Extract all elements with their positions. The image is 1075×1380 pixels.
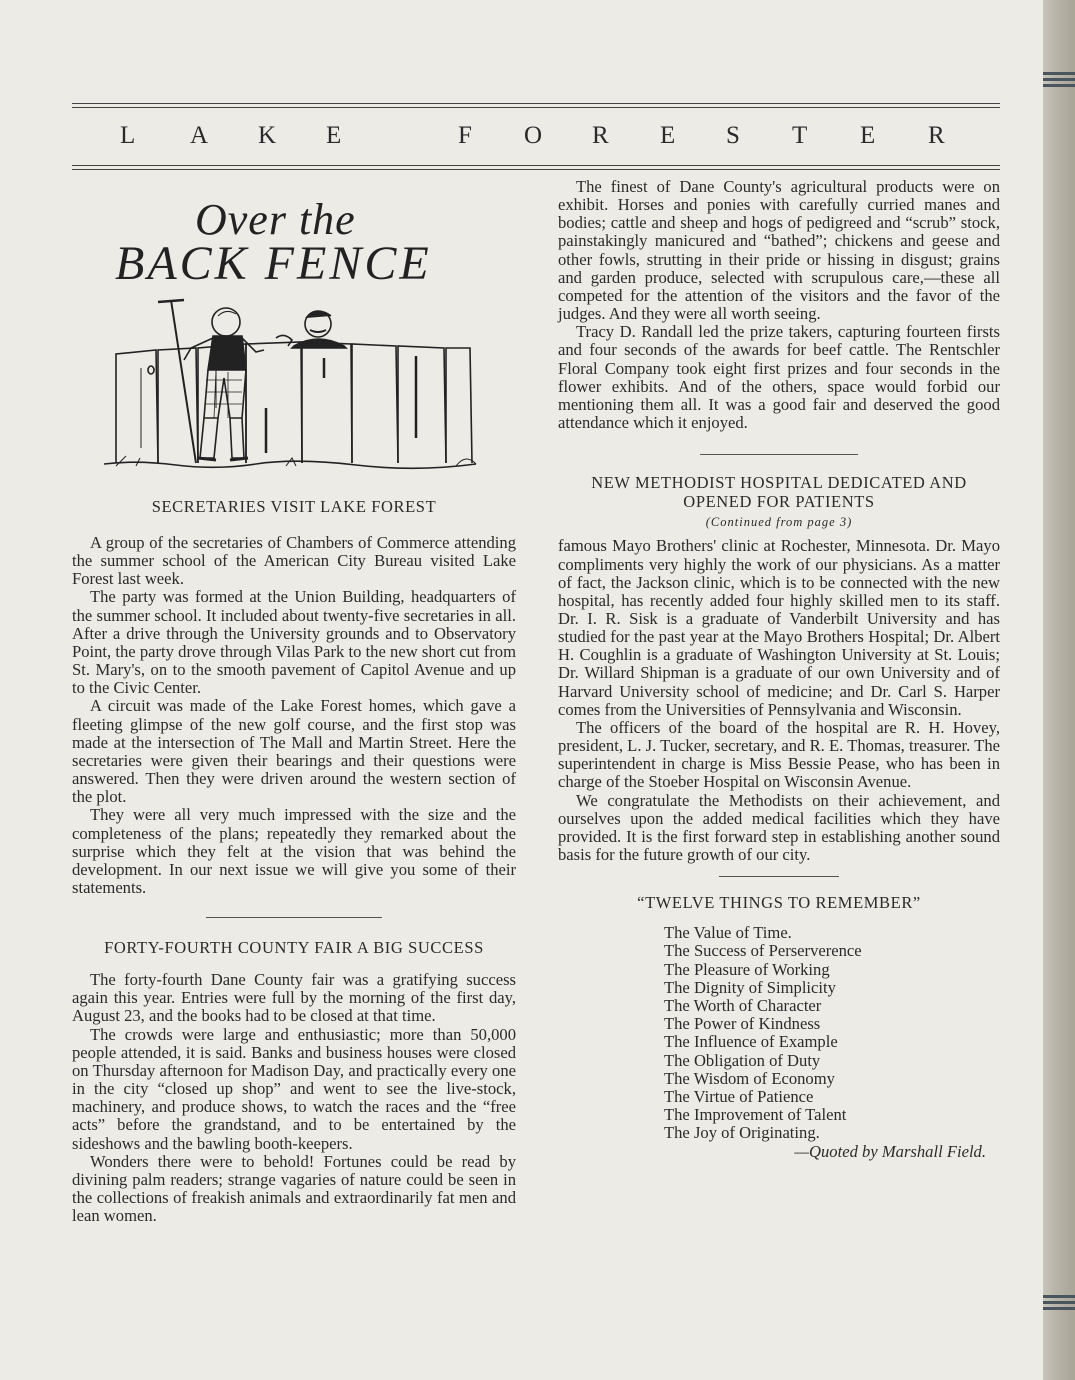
fair-continued-paragraph: Tracy D. Randall led the prize takers, capturing fourteen firsts and four seconds of the awards for beef cattle. The Rentschler Floral Company took eight first prizes and four seconds in the flower exhibits. And of the others, space would forbid our mentioning them all. It was a good fair and deserved the good attendance which it enjoyed. <box>558 322 1000 433</box>
binding-mark <box>1043 1301 1075 1304</box>
hospital-paragraph: famous Mayo Brothers' clinic at Rochester, Minnesota. Dr. Mayo compliments very highly the work of our physicians. As a matter of fact, the Jackson clinic, which is to be connected with the new hospital, has recently added four highly skilled men to its staff. Dr. I. R. Sisk is a graduate of Vanderbilt University and has studied for the past year at the Mayo Brothers Hospital; Dr. Albert H. Coughlin is a graduate of Washington University at St. Louis; Dr. Willard Shipman is a graduate of our own University and of Harvard University school of medicine; and Dr. Carl S. Harper comes from the Universities of Pennsylvania and Wisconsin. <box>558 536 1000 719</box>
masthead-letter: E <box>660 122 676 149</box>
list-item: The Success of Perserverence <box>664 941 862 961</box>
fair-heading: FORTY-FOURTH COUNTY FAIR A BIG SUCCESS <box>104 938 484 958</box>
fair-paragraph: The forty-fourth Dane County fair was a gratifying success again this year. Entries were full by the morning of the first day, August 23, and the books had to be closed at that time. <box>72 970 516 1026</box>
fair-continued-paragraph: The finest of Dane County's agricultural products were on exhibit. Horses and ponies with carefully curried manes and bodies; cattle and sheep and hogs of pedigreed and “scrub” stock, painstakingly manicured and “bathed”; chickens and geese and other fowls, strutting in their pride or hissing in disgust; grains and garden produce, selected with scrupulous care,—these all competed for the attention of the visitors and the favor of the judges. And they were all worth seeing. <box>558 177 1000 324</box>
masthead-letter: S <box>726 122 740 149</box>
list-item: The Influence of Example <box>664 1032 838 1052</box>
masthead-letter: K <box>258 122 277 149</box>
masthead-letter: E <box>860 122 876 149</box>
twelve-things-list <box>664 924 1000 1142</box>
masthead-letter: R <box>928 122 945 149</box>
masthead-letter: E <box>326 122 342 149</box>
masthead <box>72 122 1000 156</box>
secretaries-paragraph: A circuit was made of the Lake Forest homes, which gave a fleeting glimpse of the new golf course, and the first stop was made at the intersection of The Mall and Martin Street. Here the secretaries were given their bearings and their questions were answered. Then they were driven around the western section of the plot. <box>72 696 516 807</box>
list-item: The Worth of Character <box>664 995 822 1015</box>
masthead-rule-top <box>72 103 1000 104</box>
masthead-letter: F <box>458 122 472 149</box>
binding-mark <box>1043 78 1075 81</box>
binding-mark <box>1043 84 1075 87</box>
masthead-rule-bottom <box>72 165 1000 166</box>
twelve-things-heading: “TWELVE THINGS TO REMEMBER” <box>637 893 921 913</box>
list-item: The Obligation of Duty <box>664 1050 821 1070</box>
binding-mark <box>1043 72 1075 75</box>
list-item: The Joy of Originating. <box>664 1123 820 1143</box>
secretaries-paragraph: A group of the secretaries of Chambers of Commerce attending the summer school of the American City Bureau visited Lake Forest last week. <box>72 533 516 589</box>
masthead-letter: L <box>120 122 136 149</box>
masthead-letter: T <box>792 122 808 149</box>
secretaries-paragraph: They were all very much impressed with the size and the completeness of the plans; repeatedly they remarked about the surprise which they felt at the vision that was behind the development. In our next issue we will give you some of their statements. <box>72 805 516 897</box>
masthead-rule-top-2 <box>72 107 1000 108</box>
list-item: The Dignity of Simplicity <box>664 977 836 997</box>
list-item: The Improvement of Talent <box>664 1105 847 1125</box>
list-item: The Pleasure of Working <box>664 959 830 979</box>
list-item: The Wisdom of Economy <box>664 1068 835 1088</box>
section-divider <box>700 454 858 455</box>
masthead-letter: O <box>524 122 543 149</box>
right-column <box>558 178 1000 1161</box>
feature-title-line2: BACK FENCE <box>115 237 432 290</box>
list-item: The Power of Kindness <box>664 1014 821 1034</box>
list-item: The Virtue of Patience <box>664 1086 814 1106</box>
binding-mark <box>1043 1295 1075 1298</box>
list-item: The Value of Time. <box>664 923 792 943</box>
feature-title-line1: Over the <box>195 195 356 244</box>
page-binding-edge <box>1043 0 1075 1380</box>
attribution: —Quoted by Marshall Field. <box>794 1141 986 1161</box>
continued-note: (Continued from page 3) <box>705 515 853 530</box>
section-divider <box>206 917 382 918</box>
back-fence-illustration <box>96 288 481 470</box>
hospital-paragraph: The officers of the board of the hospital are R. H. Hovey, president, L. J. Tucker, secretary, and R. E. Thomas, treasurer. The superintendent in charge is Miss Bessie Pease, who has been in charge of the Stoeber Hospital on Wisconsin Avenue. <box>558 717 1000 792</box>
binding-mark <box>1043 1307 1075 1310</box>
section-divider <box>719 876 839 877</box>
left-column <box>72 497 516 1225</box>
fair-paragraph: Wonders there were to behold! Fortunes could be read by divining palm readers; strange vagaries of nature could be seen in the collections of freakish animals and extraordinarily fat men and lean women. <box>72 1151 516 1226</box>
secretaries-paragraph: The party was formed at the Union Building, headquarters of the summer school. It included about twenty-five secretaries in all. After a drive through the University grounds and to Observatory Point, the party drove through Vilas Park to the new short cut from St. Mary's, on to the smooth pavement of Capitol Avenue and up to the Civic Center. <box>72 587 516 698</box>
hospital-heading: NEW METHODIST HOSPITAL DEDICATED AND OPENED FOR PATIENTS <box>591 473 967 512</box>
secretaries-heading: SECRETARIES VISIT LAKE FOREST <box>151 497 437 516</box>
hospital-paragraph: We congratulate the Methodists on their achievement, and ourselves upon the added medical facilities which they have provided. It is the first forward step in establishing another sound basis for the future growth of our city. <box>558 790 1000 864</box>
masthead-rule-bottom-2 <box>72 169 1000 170</box>
masthead-letter: R <box>592 122 609 149</box>
fair-paragraph: The crowds were large and enthusiastic; more than 50,000 people attended, it is said. Banks and business houses were closed on Thursday afternoon for Madison Day, and practically every one in the city “closed up shop” and went to see the live-stock, machinery, and produce shows, to watch the races and the “free acts” before the grandstand, and to be entertained by the sideshows and the bawling booth-keepers. <box>72 1024 516 1153</box>
masthead-letter: A <box>190 122 209 149</box>
